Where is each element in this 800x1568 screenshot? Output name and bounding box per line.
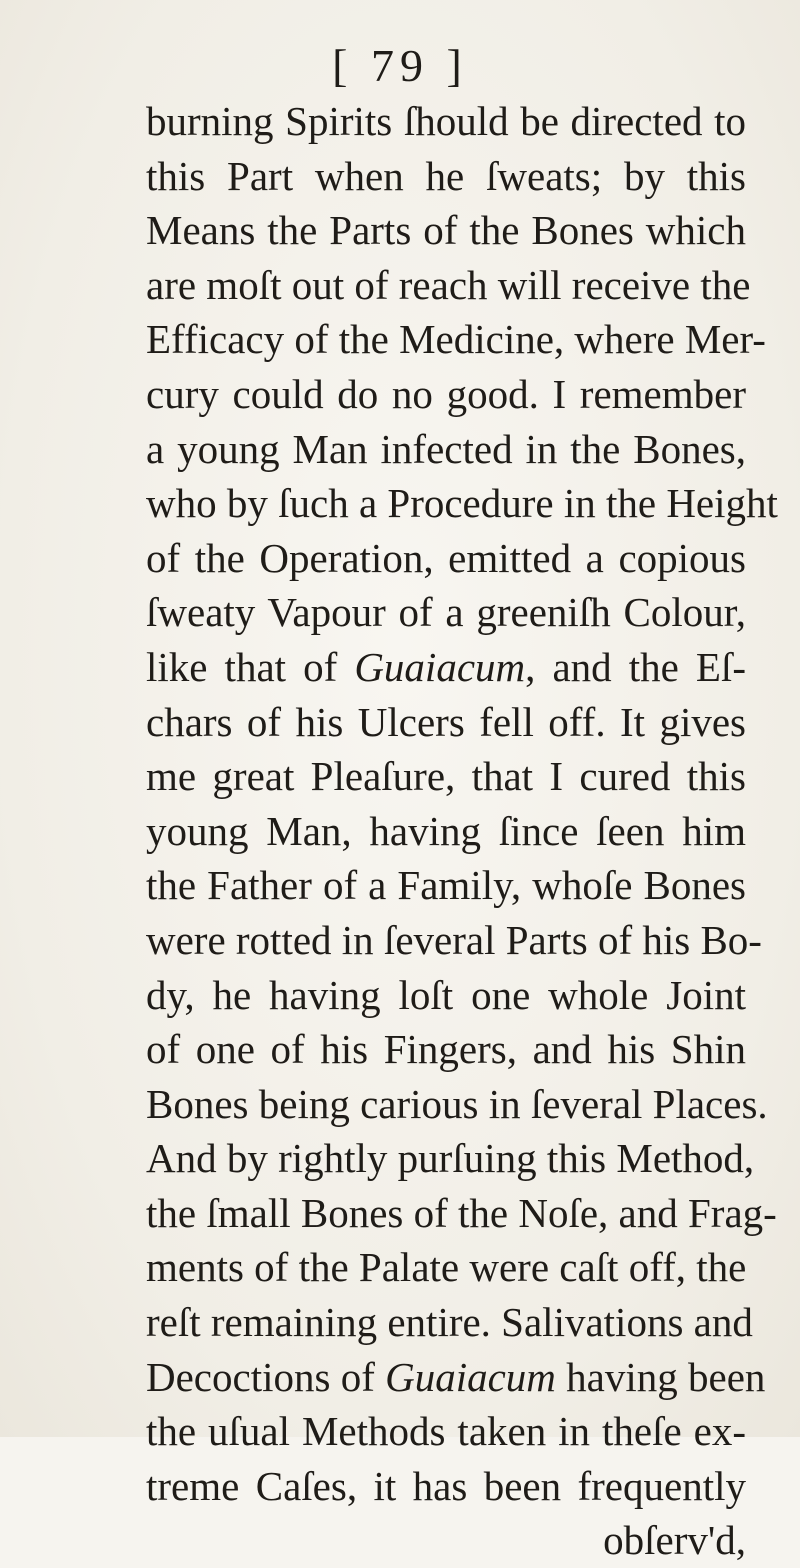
text-line [146, 858, 746, 913]
page-number: [ 79 ] [332, 40, 468, 91]
text-line-segment: reſt remaining entire. Salivations and [146, 1299, 753, 1346]
text-line [146, 1022, 746, 1077]
text-line-segment: of the Operation, emitted a copious [146, 534, 746, 581]
text-line [146, 1404, 746, 1459]
text-line-segment: obſerv'd, [603, 1517, 746, 1564]
text-line [146, 804, 746, 859]
text-line [146, 640, 746, 695]
text-line-segment: the Father of a Family, whoſe Bones [146, 862, 746, 909]
text-line [146, 422, 746, 477]
text-line [146, 1077, 768, 1132]
text-line-segment: And by rightly purſuing this Method, [146, 1135, 755, 1182]
text-line-segment: dy, he having loſt one whole Joint [146, 971, 746, 1018]
text-line [146, 1513, 746, 1568]
text-line-segment: Decoctions of [146, 1353, 386, 1400]
text-line-segment: the ſmall Bones of the Noſe, and Frag- [146, 1189, 777, 1236]
text-line [146, 531, 746, 586]
text-line-segment: this Part when he ſweats; by this [146, 152, 746, 199]
text-line [146, 1295, 753, 1350]
text-line [146, 749, 746, 804]
text-line-segment: , and the Eſ- [525, 643, 746, 690]
text-line-segment: having been [555, 1353, 766, 1400]
italic-term: Guaiacum [354, 643, 526, 690]
text-line [146, 585, 746, 640]
text-line [146, 913, 762, 968]
text-line [146, 1459, 746, 1514]
text-line-segment: were rotted in ſeveral Parts of his Bo- [146, 916, 762, 963]
text-line-segment: cury could do no good. I remember [146, 370, 746, 417]
text-line [146, 367, 746, 422]
text-line [146, 94, 746, 149]
body-text [146, 94, 778, 1568]
text-line [146, 1350, 766, 1405]
text-line-segment: Efficacy of the Medicine, where Mer- [146, 316, 766, 363]
text-line-segment: me great Pleaſure, that I cured this [146, 753, 746, 800]
italic-term: Guaiacum [385, 1353, 556, 1400]
text-line [146, 476, 778, 531]
text-line [146, 312, 766, 367]
text-line-segment: the uſual Methods taken in theſe ex- [146, 1408, 746, 1455]
text-line [146, 258, 751, 313]
text-line-segment: ſweaty Vapour of a greeniſh Colour, [146, 589, 746, 636]
text-line-segment: Means the Parts of the Bones which [146, 207, 746, 254]
text-line-segment: chars of his Ulcers fell off. It gives [146, 698, 746, 745]
text-line-segment: treme Caſes, it has been frequently [146, 1462, 746, 1509]
text-line-segment: ments of the Palate were caſt off, the [146, 1244, 747, 1291]
text-line-segment: like that of [146, 643, 355, 690]
text-line [146, 203, 746, 258]
text-line [146, 695, 746, 750]
text-line [146, 1186, 777, 1241]
text-line [146, 1131, 755, 1186]
text-line-segment: are moſt out of reach will receive the [146, 261, 751, 308]
text-line-segment: who by ſuch a Procedure in the Height [146, 480, 778, 527]
text-line-segment: burning Spirits ſhould be directed to [146, 98, 746, 144]
text-line-segment: young Man, having ſince ſeen him [146, 807, 746, 854]
text-line-segment: a young Man infected in the Bones, [146, 425, 746, 472]
text-line [146, 149, 746, 204]
text-line [146, 968, 746, 1023]
text-line-segment: Bones being carious in ſeveral Places. [146, 1080, 768, 1127]
text-line-segment: of one of his Fingers, and his Shin [146, 1026, 746, 1073]
text-line [146, 1240, 746, 1295]
